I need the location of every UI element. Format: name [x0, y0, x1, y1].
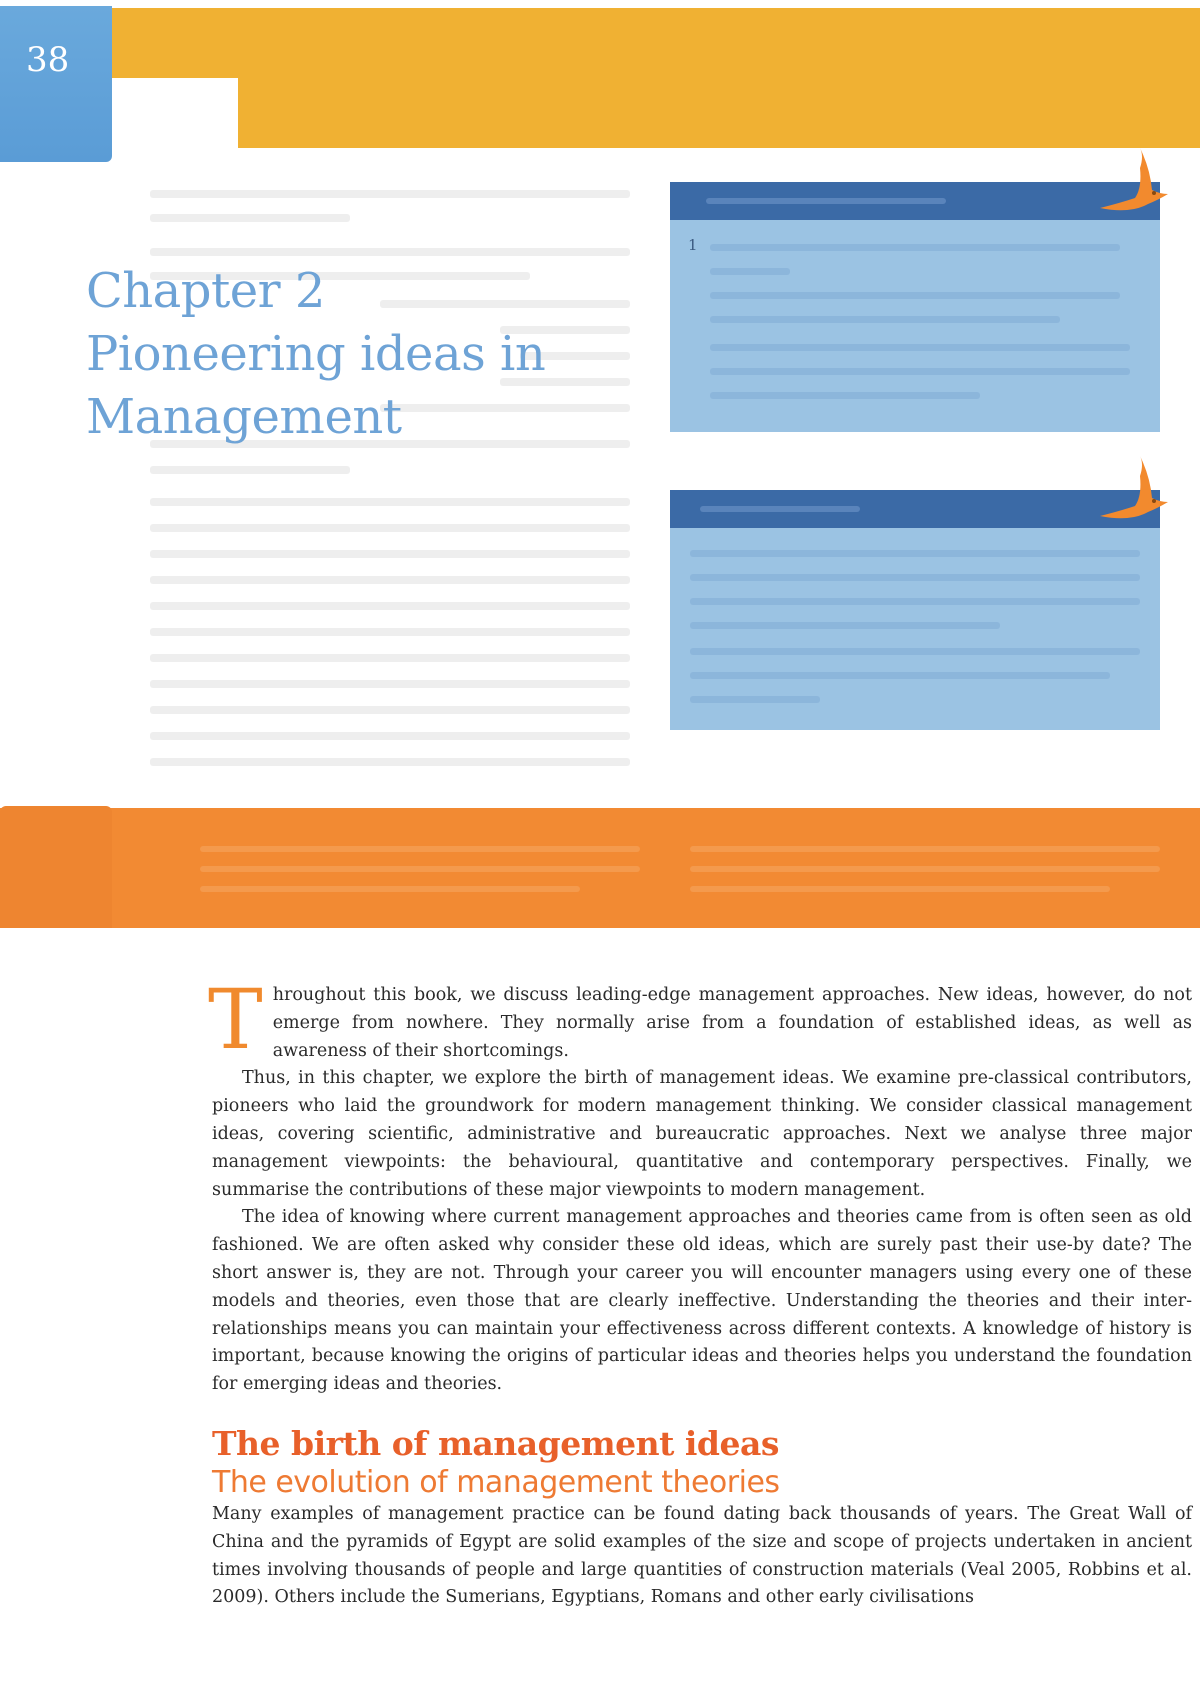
paragraph-1-text: hroughout this book, we discuss leading-edge management approaches. New ideas, however, do not emerge from nowhere. They normally arise from a foundation of established ideas, as well as awareness of their shortcomings. — [272, 985, 1192, 1061]
sub-heading: The evolution of management theories — [212, 1464, 780, 1500]
chapter-title — [86, 260, 545, 449]
page-number: 38 — [26, 40, 70, 80]
section-heading: The birth of management ideas — [212, 1423, 779, 1463]
bird-icon — [1090, 456, 1170, 536]
paragraph-1 — [208, 973, 1192, 1068]
header-notch — [112, 78, 238, 152]
page-number-tab — [0, 6, 112, 162]
chapter-title-line-1: Chapter 2 — [86, 263, 325, 319]
bird-icon — [1090, 148, 1170, 228]
orange-band-tab — [0, 806, 112, 928]
paragraph-4: Many examples of management practice can be found dating back thousands of years. The Great Wall of China and the pyramids of Egypt are solid examples of the size and scope of projects undertaken in ancient times involving thousands of people and large quantities of construction materials (Veal 2005, Robbins et al. 2009). Others include the Sumerians, Egyptians, Romans and other early civilisations — [212, 1503, 1192, 1608]
paragraph-2: Thus, in this chapter, we explore the birth of management ideas. We examine pre-classical contributors, pioneers who laid the groundwork for modern management thinking. We consider classical management ideas, covering scientific, administrative and bureaucratic approaches. Next we analyse three major management viewpoints: the behavioural, quantitative and contemporary perspectives. Finally, we summarise the contributions of these major viewpoints to modern management. — [212, 1068, 1192, 1200]
chapter-title-line-2: Pioneering ideas in — [86, 326, 546, 382]
body-text — [208, 973, 1192, 1612]
box-header-bar — [670, 182, 1160, 220]
drop-cap: T — [208, 973, 263, 1068]
box-item-number: 1 — [688, 236, 698, 254]
key-terms-box — [670, 490, 1160, 730]
orange-band — [0, 808, 1200, 928]
chapter-title-line-3: Management — [86, 389, 402, 445]
paragraph-3: The idea of knowing where current management approaches and theories came from is often seen as old fashioned. We are often asked why consider these old ideas, which are surely past their use-by date? The short answer is, they are not. Through your career you will encounter managers using every one of these models and theories, even those that are clearly ineffective. Understanding the theories and their inter-relationships means you can maintain your effectiveness across different contexts. A knowledge of history is important, because knowing the origins of particular ideas and theories helps you understand the foundation for emerging ideas and theories. — [212, 1207, 1192, 1395]
learning-objectives-box — [670, 182, 1160, 432]
box-header-bar — [670, 490, 1160, 528]
header-bar — [112, 8, 1200, 148]
